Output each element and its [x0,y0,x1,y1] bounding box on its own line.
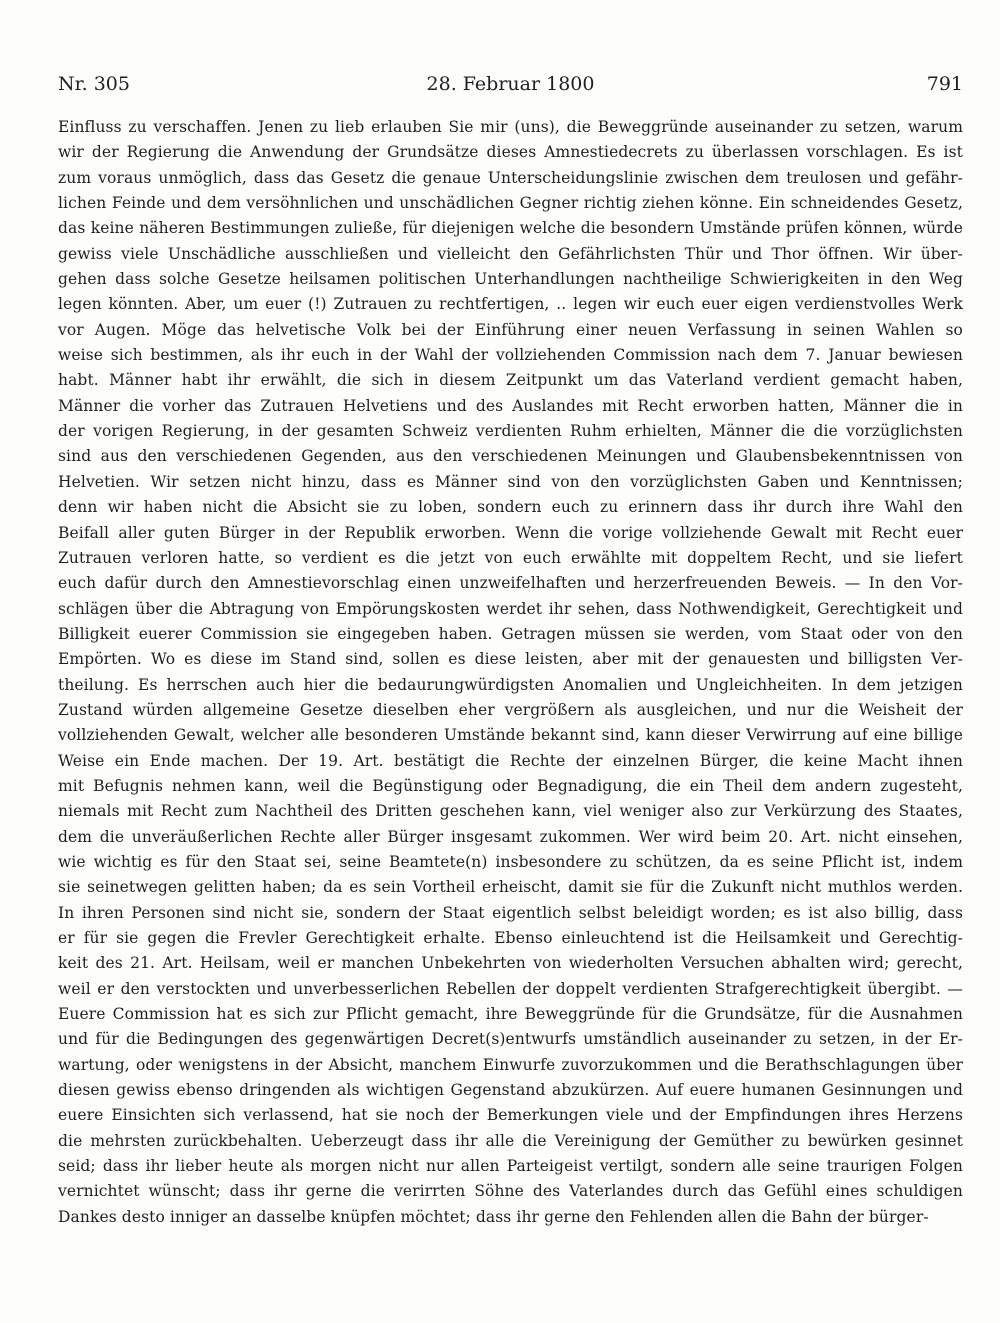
text-line: wartung, oder wenigstens in der Absicht, manchem Einwurfe zuvorzukommen und die Berathschlagungen über [58,1055,963,1074]
text-line: die mehrsten zurückbehalten. Ueberzeugt dass ihr alle die Vereinigung der Gemüther zu bewürken gesinnet [58,1131,963,1150]
text-line: vollziehenden Gewalt, welcher alle besonderen Umstände bekannt sind, kann dieser Verwirrung auf eine billige [58,726,963,745]
body-text [58,115,963,1230]
text-line: Weise ein Ende machen. Der 19. Art. bestätigt die Rechte der einzelnen Bürger, die keine Macht ihnen [58,751,963,770]
text-line: Billigkeit euerer Commission sie eingegeben haben. Getragen müssen sie werden, vom Staat oder von den [58,624,963,643]
text-line: Einfluss zu verschaffen. Jenen zu lieb erlauben Sie mir (uns), die Beweggründe auseinander zu setzen, warum [58,118,963,136]
text-line: seid; dass ihr lieber heute als morgen nicht nur allen Parteigeist vertilgt, sondern alle seine traurigen Folgen [58,1157,963,1176]
text-line: In ihren Personen sind nicht sie, sondern der Staat eigentlich selbst beleidigt worden; es ist also billig, dass [58,903,963,922]
text-line: Beifall aller guten Bürger in der Republik erworben. Wenn die vorige vollziehende Gewalt mit Recht euer [58,523,963,542]
text-line: diesen gewiss ebenso dringenden als wichtigen Gegenstand abzukürzen. Auf euere humanen Gesinnungen und [58,1081,963,1100]
text-line: vor Augen. Möge das helvetische Volk bei der Einführung einer neuen Verfassung in seinen Wahlen so [58,320,963,339]
text-line: sie seinetwegen gelitten haben; da es sein Vortheil erheischt, damit sie für die Zukunft nicht muthlos werden. [58,878,963,897]
text-line: weil er den verstockten und unverbesserlichen Rebellen der doppelt verdienten Strafgerechtigkeit übergibt. — [58,979,963,998]
text-line: denn wir haben nicht die Absicht sie zu loben, sondern euch zu erinnern dass ihr durch ihre Wahl den [58,498,963,517]
text-line: wir der Regierung die Anwendung der Grundsätze dieses Amnestiedecrets zu überlassen vorschlagen. Es ist [58,143,963,162]
text-line: Dankes desto inniger an dasselbe knüpfen möchtet; dass ihr gerne den Fehlenden allen die Bahn der bürger- [58,1207,929,1226]
text-line: Zustand würden allgemeine Gesetze dieselben eher vergrößern als ausgleichen, und nur die Weisheit der [58,700,963,719]
text-line: Zutrauen verloren hatte, so verdient es die jetzt von euch erwählte mit doppeltem Recht, und sie liefert [58,548,963,567]
text-line: der vorigen Regierung, in der gesamten Schweiz verdienten Ruhm erhielten, Männer die die vorzüglichsten [58,422,963,441]
text-line: mit Befugnis nehmen kann, weil die Begünstigung oder Begnadigung, die ein Theil dem andern zugesteht, [58,776,963,795]
header-date: 28. Februar 1800 [426,73,595,95]
text-line: sind aus den verschiedenen Gegenden, aus den verschiedenen Meinungen und Glaubensbekenntnissen von [58,447,963,466]
header-document-number: Nr. 305 [58,73,130,95]
text-line: habt. Männer habt ihr erwählt, die sich in diesem Zeitpunkt um das Vaterland verdient gemacht haben, [58,371,963,390]
text-line: das keine näheren Bestimmungen zuließe, für diejenigen welche die besondern Umstände prüfen können, würde [58,219,963,238]
text-line: Euere Commission hat es sich zur Pflicht gemacht, ihre Beweggründe für die Grundsätze, für die Ausnahmen [58,1005,963,1024]
text-line: theilung. Es herrschen auch hier die bedaurungwürdigsten Anomalien und Ungleichheiten. In dem jetzigen [58,675,963,694]
text-line: niemals mit Recht zum Nachtheil des Dritten geschehen kann, viel weniger also zur Verkürzung des Staates, [58,802,963,821]
text-line: wie wichtig es für den Staat sei, seine Beamtete(n) insbesondere zu schützen, da es seine Pflicht ist, indem [58,852,963,871]
text-line: keit des 21. Art. Heilsam, weil er manchen Unbekehrten von wiederholten Versuchen abhalten wird; gerecht, [58,954,963,973]
text-line: euere Einsichten sich verlassend, hat sie noch der Bemerkungen viele und der Empfindungen ihres Herzens [58,1106,963,1125]
page-header [58,73,963,103]
header-page-number: 791 [926,73,963,95]
text-line: Männer die vorher das Zutrauen Helvetiens und des Auslandes mit Recht erworben hatten, Männer die in [58,396,963,415]
text-line: legen könnten. Aber, um euer (!) Zutrauen zu rechtfertigen, .. legen wir euch euer eigen verdienstvolles Werk [58,295,963,314]
text-line: Empörten. Wo es diese im Stand sind, sollen es diese leisten, aber mit der genauesten und billigsten Ver- [58,650,963,669]
text-line: gehen dass solche Gesetze heilsamen politischen Unterhandlungen nachtheilige Schwierigkeiten in den Weg [58,270,963,289]
text-line: und für die Bedingungen des gegenwärtigen Decret(s)entwurfs umständlich auseinander zu setzen, in der Er- [58,1030,963,1049]
text-line: er für sie gegen die Frevler Gerechtigkeit erhalte. Ebenso einleuchtend ist die Heilsamkeit und Gerechtig- [58,929,963,947]
text-line: Helvetien. Wir setzen nicht hinzu, dass es Männer sind von den vorzüglichsten Gaben und Kenntnissen; [58,472,963,491]
text-line: gewiss viele Unschädliche ausschließen und vielleicht den Gefährlichsten Thür und Thor öffnen. Wir über- [58,244,963,263]
text-line: dem die unveräußerlichen Rechte aller Bürger insgesamt zukommen. Wer wird beim 20. Art. nicht einsehen, [58,827,963,846]
text-line: weise sich bestimmen, als ihr euch in der Wahl der vollziehenden Commission nach dem 7. Januar bewiesen [58,346,963,365]
text-line: euch dafür durch den Amnestievorschlag einen unzweifelhaften und herzerfreuenden Beweis. — In den Vor- [58,574,963,593]
text-line: schlägen über die Abtragung von Empörungskosten werdet ihr sehen, dass Nothwendigkeit, Gerechtigkeit und [58,599,963,618]
text-line: vernichtet wünscht; dass ihr gerne die verirrten Söhne des Vaterlandes durch das Gefühl eines schuldigen [58,1182,963,1201]
text-line: lichen Feinde und dem versöhnlichen und unschädlichen Gegner richtig ziehen könne. Ein schneidendes Gesetz, [58,194,963,213]
text-line: zum voraus unmöglich, dass das Gesetz die genaue Unterscheidungslinie zwischen dem treulosen und gefähr- [58,168,963,187]
